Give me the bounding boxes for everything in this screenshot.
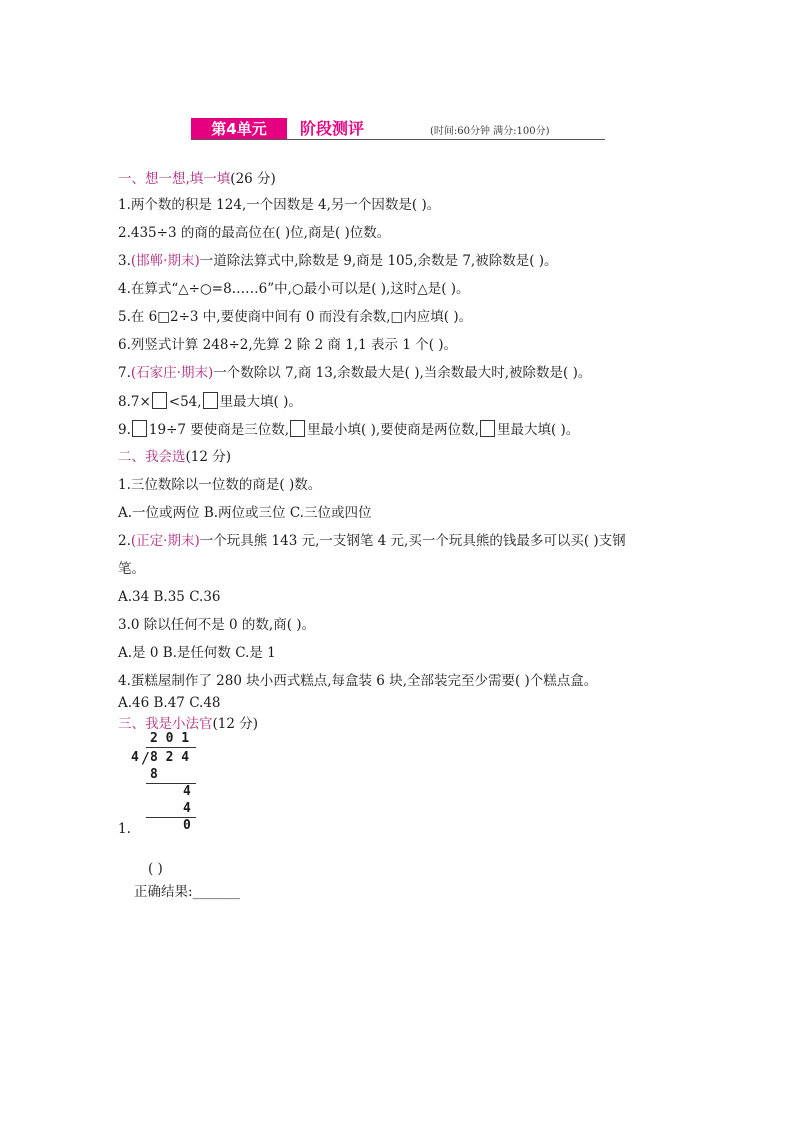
division-step-2: 4 bbox=[183, 784, 191, 799]
division-bracket: / bbox=[141, 749, 151, 767]
s1-question-1: 1.两个数的积是 124,一个因数是 4,另一个因数是( )。 bbox=[118, 197, 441, 213]
blank-box bbox=[290, 420, 305, 437]
s2-question-1: 1.三位数除以一位数的商是( )数。 bbox=[118, 477, 322, 493]
s1-question-2: 2.435÷3 的商的最高位在( )位,商是( )位数。 bbox=[118, 225, 391, 241]
unit-badge: 第4单元 bbox=[191, 118, 287, 140]
s2-question-3: 3.0 除以任何不是 0 的数,商( )。 bbox=[118, 617, 316, 633]
q3-text: 一道除法算式中,除数是 9,商是 105,余数是 7,被除数是( )。 bbox=[199, 253, 558, 269]
exam-meta: (时间:60分钟 满分:100分) bbox=[430, 126, 550, 137]
section2-title: 二、我会选 bbox=[118, 449, 186, 465]
q7-source: (石家庄·期末) bbox=[130, 365, 214, 381]
q9-part-d: 里最大填( )。 bbox=[496, 422, 580, 438]
section2-heading bbox=[118, 448, 231, 466]
s2-question-3-options: A.是 0 B.是任何数 C.是 1 bbox=[118, 645, 276, 661]
s1-question-7 bbox=[118, 364, 591, 382]
division-remainder: 0 bbox=[183, 818, 191, 833]
judge-blank: ( ) bbox=[148, 861, 163, 877]
section2-points: (12 分) bbox=[185, 449, 232, 465]
section3-title: 三、我是小法官 bbox=[118, 716, 213, 732]
q8-part-a: 8.7× bbox=[118, 394, 151, 410]
correct-result-blank: _______ bbox=[192, 884, 240, 900]
s2-question-2 bbox=[118, 532, 626, 550]
blank-box bbox=[152, 392, 167, 409]
section1-points: (26 分) bbox=[230, 171, 276, 187]
division-dividend: 8 2 4 bbox=[150, 750, 190, 765]
s1-question-5: 5.在 6□2÷3 中,要使商中间有 0 而没有余数,□内应填( )。 bbox=[118, 309, 473, 325]
s2q2-number: 2. bbox=[118, 533, 131, 549]
division-quotient: 2 0 1 bbox=[150, 731, 190, 746]
s1-question-9 bbox=[118, 420, 579, 439]
section1-heading bbox=[118, 170, 276, 188]
page-title: 阶段测评 bbox=[300, 119, 365, 138]
s2-question-2-cont: 笔。 bbox=[118, 561, 145, 577]
blank-box bbox=[203, 392, 218, 409]
s2-question-2-options: A.34 B.35 C.36 bbox=[118, 589, 221, 605]
s1-question-4: 4.在算式“△÷○=8……6”中,○最小可以是( ),这时△是( )。 bbox=[118, 281, 470, 297]
s2-question-4-options: A.46 B.47 C.48 bbox=[118, 695, 221, 711]
q7-number: 7. bbox=[118, 365, 131, 381]
q8-part-c: 里最大填( )。 bbox=[219, 394, 302, 410]
q9-part-b: 19÷7 要使商是三位数, bbox=[148, 422, 290, 438]
q9-part-a: 9. bbox=[118, 422, 131, 438]
header-rule bbox=[191, 139, 605, 140]
division-step-3: 4 bbox=[183, 801, 191, 816]
correct-result-label: 正确结果: bbox=[134, 884, 193, 900]
q7-text: 一个数除以 7,商 13,余数最大是( ),当余数最大时,被除数是( )。 bbox=[213, 365, 592, 381]
s2q2-text: 一个玩具熊 143 元,一支钢笔 4 元,买一个玩具熊的钱最多可以买( )支钢 bbox=[199, 533, 626, 549]
division-divisor: 4 bbox=[131, 750, 139, 765]
s2q2-source: (正定·期末) bbox=[130, 533, 200, 549]
s1-question-8 bbox=[118, 392, 302, 411]
s2-question-4: 4.蛋糕屋制作了 280 块小西式糕点,每盒装 6 块,全部装完至少需要( )个糕点盒。 bbox=[118, 673, 598, 689]
s2-question-1-options: A.一位或两位 B.两位或三位 C.三位或四位 bbox=[118, 505, 372, 521]
q3-source: (邯郸·期末) bbox=[130, 253, 200, 269]
division-step-1: 8 bbox=[150, 767, 158, 782]
q8-part-b: <54, bbox=[168, 394, 202, 410]
blank-box bbox=[480, 420, 495, 437]
section3-points: (12 分) bbox=[212, 716, 259, 732]
s1-question-6: 6.列竖式计算 248÷2,先算 2 除 2 商 1,1 表示 1 个( )。 bbox=[118, 337, 458, 353]
s3-question-1-number: 1. bbox=[118, 821, 131, 837]
q3-number: 3. bbox=[118, 253, 131, 269]
s1-question-3 bbox=[118, 252, 558, 270]
blank-box bbox=[132, 420, 147, 437]
correct-result bbox=[134, 883, 240, 901]
section1-title: 一、想一想,填一填 bbox=[118, 171, 231, 187]
division-bar bbox=[146, 747, 196, 748]
q9-part-c: 里最小填( ),要使商是两位数, bbox=[307, 422, 479, 438]
